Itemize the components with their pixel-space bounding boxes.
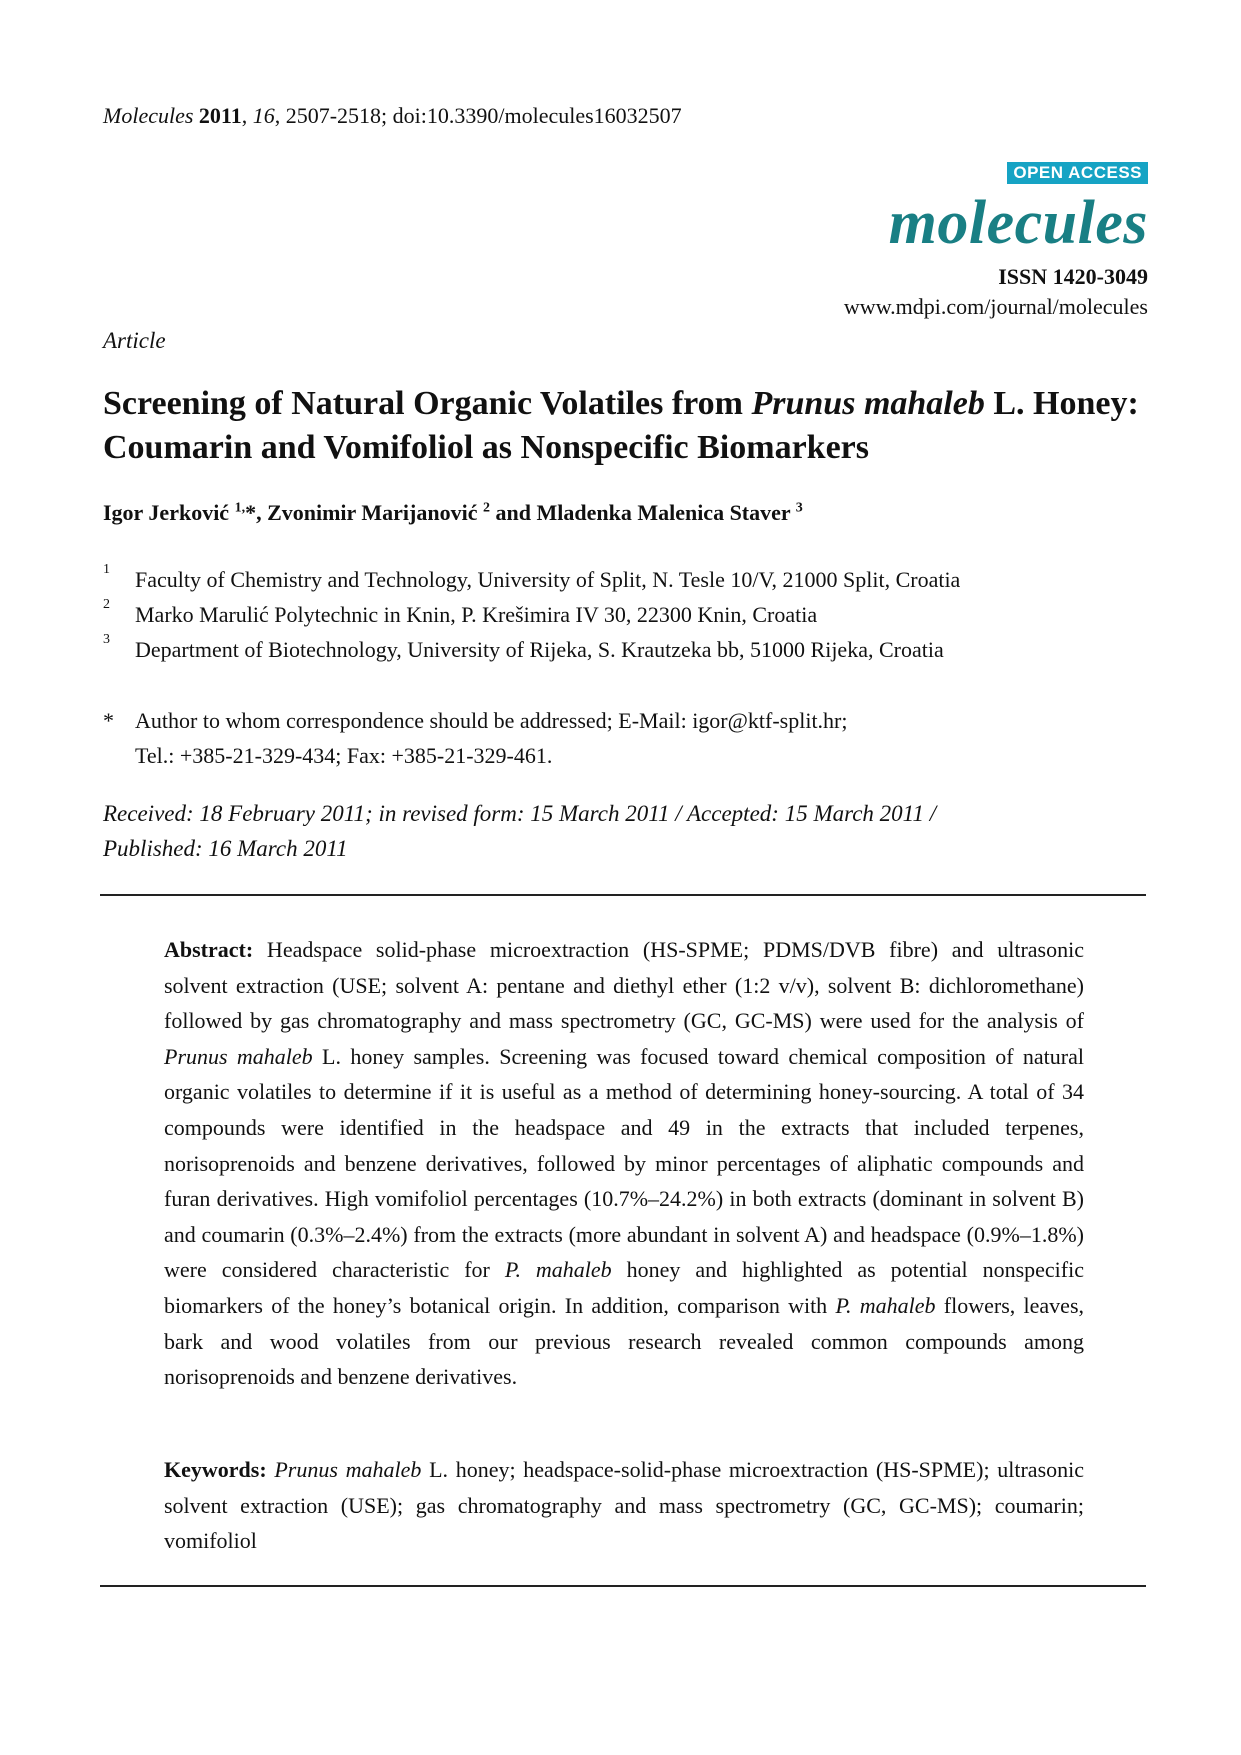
correspondence-line-2: Tel.: +385-21-329-434; Fax: +385-21-329-461.: [135, 743, 553, 768]
abstract-text-4: flowers, leaves, bark and wood volatiles from our previous research revealed common compounds among norisoprenoids and benzene derivatives.: [164, 1292, 1084, 1390]
affiliation-number: 1: [103, 562, 110, 577]
author-3: and Mladenka Malenica Staver: [490, 500, 791, 525]
abstract-species-3: P. mahaleb: [835, 1292, 936, 1318]
abstract-species-1: Prunus mahaleb: [164, 1043, 313, 1069]
author-1: Igor Jerković: [103, 500, 230, 525]
author-2-affil: 2: [483, 500, 490, 516]
journal-logo: molecules: [888, 189, 1148, 257]
author-list: [103, 500, 803, 526]
affiliation-text: Marko Marulić Polytechnic in Knin, P. Krešimira IV 30, 22300 Knin, Croatia: [135, 602, 818, 627]
affiliation-number: 3: [103, 632, 110, 647]
bottom-divider: [100, 1585, 1146, 1587]
abstract-text-1: Headspace solid-phase microextraction (HS-SPME; PDMS/DVB fibre) and ultrasonic solvent extraction (USE; solvent A: pentane and diethyl ether (1:2 v/v), solvent B: dichloromethane) followed by gas chromatography and mass spectrometry (GC, GC-MS) were used for the analysis of: [164, 937, 1084, 1034]
corresponding-star: *: [245, 500, 257, 525]
abstract-text-2: L. honey samples. Screening was focused toward chemical composition of natural organic volatiles to determine if it is useful as a method of determining honey-sourcing. A total of 34 compounds were identified in the headspace and 49 in the extracts that included terpenes, norisoprenoids and benzene derivatives, followed by minor percentages of aliphatic compounds and furan derivatives. High vomifoliol percentages (10.7%–24.2%) in both extracts (dominant in solvent B) and coumarin (0.3%–2.4%) from the extracts (more abundant in solvent A) and headspace (0.9%–1.8%) were considered characteristic for: [164, 1043, 1084, 1283]
abstract-text-3: honey and highlighted as potential nonspecific biomarkers of the honey’s botanical origin. In addition, comparison with: [164, 1257, 1084, 1318]
affiliation-text: Faculty of Chemistry and Technology, University of Split, N. Tesle 10/V, 21000 Split, Croatia: [135, 567, 961, 592]
open-access-badge: OPEN ACCESS: [1007, 162, 1148, 184]
dates-line-1: Received: 18 February 2011; in revised form: 15 March 2011 / Accepted: 15 March 2011 /: [103, 801, 937, 826]
title-part2: L. Honey: Coumarin and Vomifoliol as Nonspecific Biomarkers: [103, 385, 1139, 466]
author-2: , Zvonimir Marijanović: [256, 500, 478, 525]
citation-volume: 16: [252, 103, 275, 128]
top-divider: [100, 894, 1146, 896]
correspondence-line-1: Author to whom correspondence should be addressed; E-Mail: igor@ktf-split.hr;: [135, 708, 848, 733]
article-type: Article: [103, 328, 166, 353]
publication-dates: [103, 796, 1143, 866]
journal-name: Molecules: [103, 103, 194, 128]
journal-url[interactable]: www.mdpi.com/journal/molecules: [843, 294, 1148, 319]
keywords-label: Keywords:: [164, 1457, 267, 1482]
citation-line: Molecules 2011, 16, 2507-2518; doi:10.3390/molecules16032507: [103, 103, 682, 128]
affiliation-text: Department of Biotechnology, University of Rijeka, S. Krautzeka bb, 51000 Rijeka, Croatia: [135, 637, 944, 662]
abstract-label: Abstract:: [164, 937, 254, 962]
keywords-species: Prunus mahaleb: [274, 1457, 422, 1482]
citation-pages-doi: , 2507-2518; doi:10.3390/molecules16032507: [274, 103, 682, 128]
keywords-text: L. honey; headspace-solid-phase microextraction (HS-SPME); ultrasonic solvent extraction (USE); gas chromatography and mass spectrometry (GC, GC-MS); coumarin; vomifoliol: [164, 1457, 1085, 1554]
issn: ISSN 1420-3049: [998, 264, 1148, 289]
correspondence-star: *: [103, 708, 114, 733]
affiliation-number: 2: [103, 597, 110, 612]
keywords: [164, 1452, 1084, 1559]
dates-line-2: Published: 16 March 2011: [103, 836, 348, 861]
citation-year: 2011: [198, 103, 242, 128]
abstract: [164, 932, 1084, 1395]
author-3-affil: 3: [795, 500, 803, 516]
title-part1: Screening of Natural Organic Volatiles from: [103, 385, 752, 422]
title-species: Prunus mahaleb: [751, 385, 985, 422]
abstract-species-2: P. mahaleb: [504, 1257, 612, 1283]
paper-title: [103, 382, 1143, 470]
author-1-affil: 1,: [234, 500, 246, 516]
